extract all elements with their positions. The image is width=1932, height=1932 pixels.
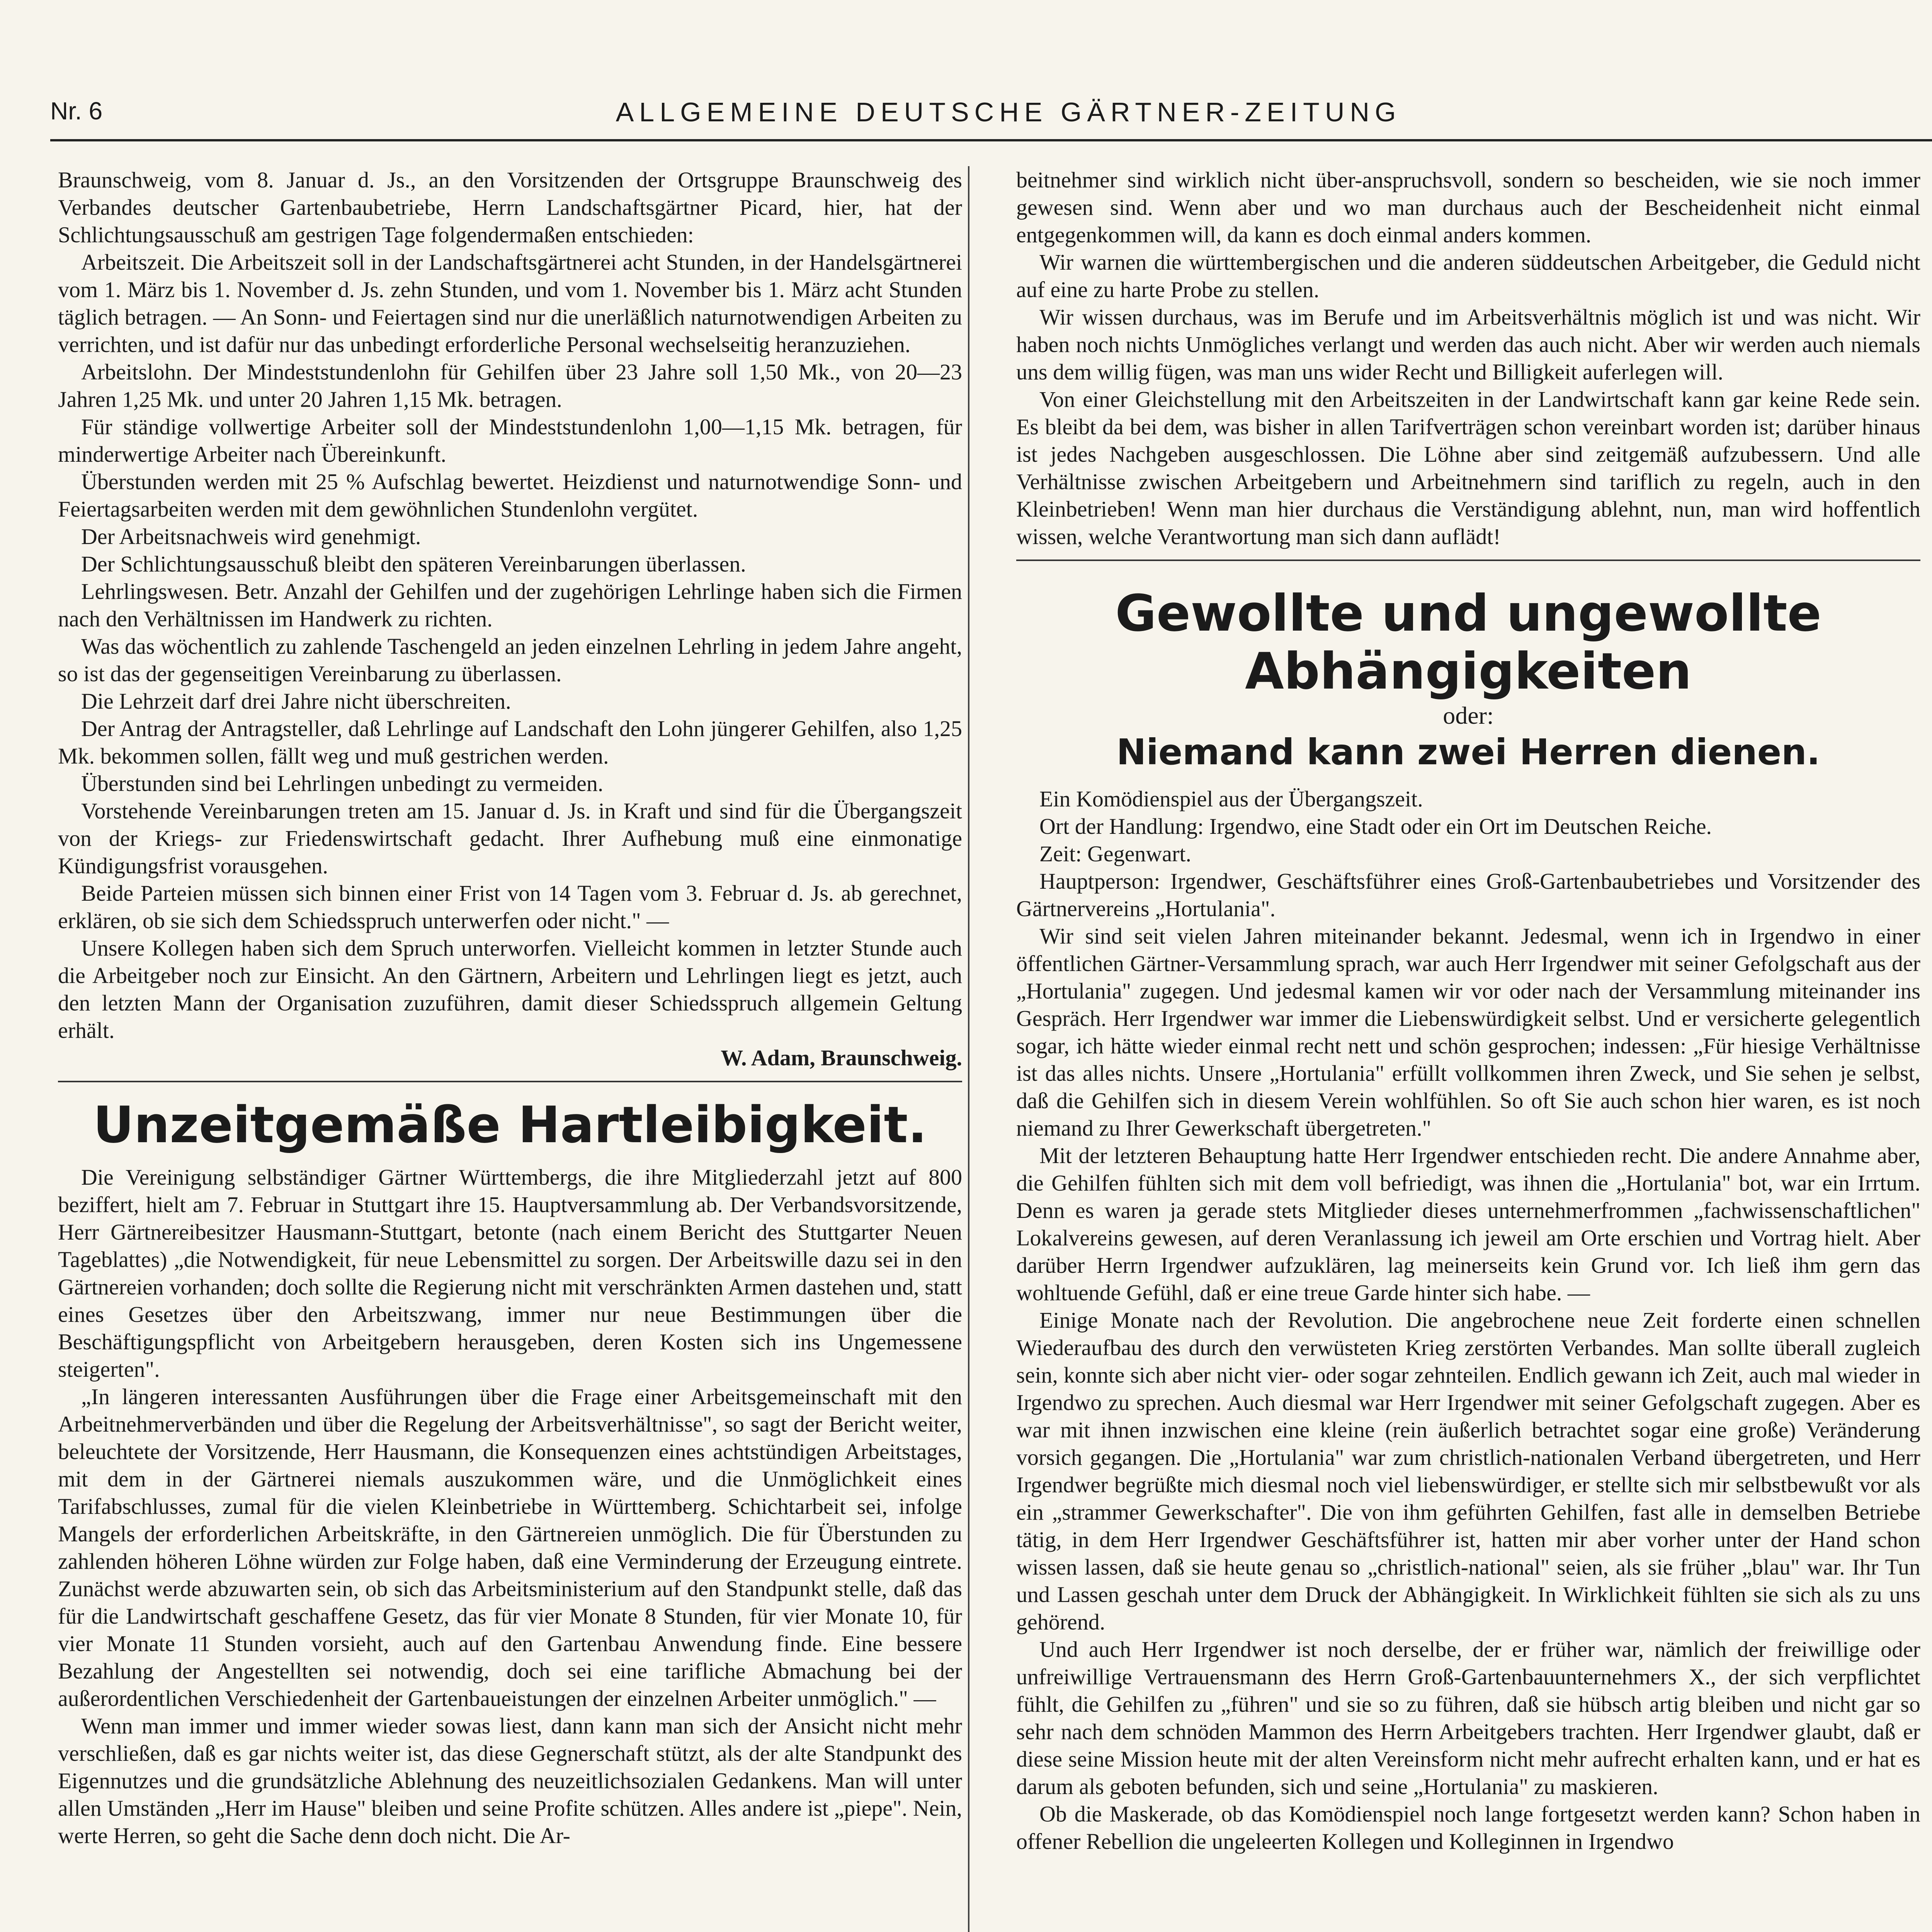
issue-number: Nr. 6 (50, 97, 103, 125)
left-column (58, 166, 962, 1932)
paragraph: Der Antrag der Antragsteller, daß Lehrlinge auf Landschaft den Lohn jüngerer Gehilfen, also 1,25 Mk. bekommen sollen, fällt weg und muß gestrichen werden. (58, 716, 962, 769)
article-heading-line: Abhängigkeiten (1245, 642, 1692, 701)
intro-line: Ort der Handlung: Irgendwo, eine Stadt oder ein Ort im Deutschen Reiche. (1039, 814, 1712, 839)
article-heading-line: Gewollte und ungewollte (1115, 584, 1821, 643)
paragraph: Für ständige vollwertige Arbeiter soll der Mindeststundenlohn 1,00—1,15 Mk. betragen, für minderwertige Arbeiter nach Übereinkunft. (58, 414, 962, 467)
paragraph: Beide Parteien müssen sich binnen einer Frist von 14 Tagen vom 3. Februar d. Js. ab gerechnet, erklären, ob sie sich dem Schiedsspruch unterwerfen oder nicht." — (58, 881, 962, 933)
paragraph: Der Arbeitsnachweis wird genehmigt. (81, 524, 421, 549)
paragraph: Wir warnen die württembergischen und die anderen süddeutschen Arbeitgeber, die Geduld nicht auf eine zu harte Probe zu stellen. (1016, 250, 1920, 302)
paragraph: Arbeitszeit. Die Arbeitszeit soll in der Landschaftsgärtnerei acht Stunden, in der Handelsgärtnerei vom 1. März bis 1. November d. Js. zehn Stunden, und vom 1. November bis 1. März acht Stunden täglich betragen. — An Sonn- und Feiertagen sind nur die unerläßlich naturnotwendigen Arbeiten zu verrichten, und ist dafür nur das unbedingt erforderliche Personal wechselseitig heranzuziehen. (58, 250, 962, 357)
paragraph: Und auch Herr Irgendwer ist noch derselbe, der er früher war, nämlich der freiwillige oder unfreiwillige Vertrauensmann des Herrn Groß-Gartenbauunternehmers X., der sich verpflichtet fühlt, die Gehilfen zu „führen" und sie so zu führen, daß sie hübsch artig bleiben und nicht gar so sehr nach dem schnöden Mammon des Herrn Arbeitgebers trachten. Herr Irgendwer glaubt, daß er diese seine Mission heute mit der alten Vereinsform nicht mehr aufrecht erhalten kann, und er hat es darum als geboten befunden, sich und seine „Hortulania" zu maskieren. (1016, 1637, 1920, 1799)
paragraph: Vorstehende Vereinbarungen treten am 15. Januar d. Js. in Kraft und sind für die Übergangszeit von der Kriegs- zur Friedenswirtschaft gedacht. Ihrer Aufhebung muß eine einmonatige Kündigungsfrist vorausgehen. (58, 798, 962, 878)
intro-line: Ein Komödienspiel aus der Übergangszeit. (1039, 786, 1423, 811)
paragraph: Lehrlingswesen. Betr. Anzahl der Gehilfen und der zugehörigen Lehrlinge haben sich die Firmen nach den Verhältnissen im Handwerk zu richten. (58, 579, 962, 631)
paragraph: Braunschweig, vom 8. Januar d. Js., an den Vorsitzenden der Ortsgruppe Braunschweig des Verbandes deutscher Gartenbaubetriebe, Herrn Landschaftsgärtner Picard, hier, hat der Schlichtungsausschuß am gestrigen Tage folgendermaßen entschieden: (58, 167, 962, 247)
paragraph: „In längeren interessanten Ausführungen über die Frage einer Arbeitsgemeinschaft mit den Arbeitnehmerverbänden und über die Regelung der Arbeitsverhältnisse", so sagt der Bericht weiter, beleuchtete der Vorsitzende, Herr Hausmann, die Konsequenzen eines achtstündigen Arbeitstages, mit dem in der Gärtnerei niemals auszukommen wäre, und die Unmöglichkeit eines Tarifabschlusses, zumal für die vielen Kleinbetriebe in Württemberg. Schichtarbeit sei, infolge Mangels der erforderlichen Arbeitskräfte, in den Gärtnereien unmöglich. Die für Überstunden zu zahlenden höheren Löhne würden zur Folge haben, daß eine Verminderung der Erzeugung eintrete. Zunächst werde abzuwarten sein, ob sich das Arbeitsministerium auf den Standpunkt stelle, daß das für die Landwirtschaft geschaffene Gesetz, das für vier Monate 8 Stunden, für vier Monate 10, für vier Monate 11 Stunden vorsieht, auch auf den Gartenbau Anwendung finde. Eine bessere Bezahlung der Angestellten sei notwendig, doch sei eine tarifliche Abmachung bei der außerordentlichen Verschiedenheit der Gartenbaueistungen der einzelnen Arbeiter unmöglich." — (58, 1384, 962, 1711)
intro-line: Zeit: Gegenwart. (1039, 841, 1191, 866)
signature: W. Adam, Braunschweig. (721, 1045, 962, 1070)
paragraph: Wir wissen durchaus, was im Berufe und im Arbeitsverhältnis möglich ist und was nicht. Wir haben noch nichts Unmögliches verlangt und werden das auch nicht. Aber wir werden auch niemals uns dem willig fügen, was man uns wider Recht und Billigkeit auferlegen will. (1016, 304, 1920, 384)
article-heading-block (1016, 584, 1920, 774)
heading-or: oder: (1443, 702, 1494, 729)
page-header (50, 97, 1932, 141)
paragraph: Arbeitslohn. Der Mindeststundenlohn für Gehilfen über 23 Jahre soll 1,50 Mk., von 20—23 Jahren 1,25 Mk. und unter 20 Jahren 1,15 Mk. betragen. (58, 359, 962, 412)
paragraph: Die Lehrzeit darf drei Jahre nicht überschreiten. (81, 689, 511, 714)
paragraph: Ob die Maskerade, ob das Komödienspiel noch lange fortgesetzt werden kann? Schon haben in offener Rebellion die ungeleerten Kollegen und Kolleginnen in Irgendwo (1016, 1801, 1920, 1854)
intro-line: Hauptperson: Irgendwer, Geschäftsführer eines Groß-Gartenbaubetriebes und Vorsitzender des Gärtnervereins „Hortulania". (1016, 869, 1920, 921)
paragraph: Mit der letzteren Behauptung hatte Herr Irgendwer entschieden recht. Die andere Annahme aber, die Gehilfen fühlten sich mit dem voll befriedigt, was ihnen die „Hortulania" bot, war ein Irrtum. Denn es waren ja gerade stets Mitglieder dieses unternehmerfrommen „fachwissenschaftlichen" Lokalvereins gewesen, auf deren Veranlassung ich jeweil am Orte erschien und Vortrag hielt. Aber darüber Herrn Irgendwer aufzuklären, lag meinerseits kein Grund vor. Ich ließ ihm gern das wohltuende Gefühl, daß er eine treue Garde hinter sich habe. — (1016, 1143, 1920, 1305)
paragraph: Einige Monate nach der Revolution. Die angebrochene neue Zeit forderte einen schnellen Wiederaufbau des durch den verwüsteten Krieg zerstörten Verbandes. Man sollte überall zugleich sein, konnte sich aber nicht vier- oder sogar zehnteilen. Endlich gewann ich Zeit, auch mal wieder in Irgendwo zu sprechen. Auch diesmal war Herr Irgendwer mit seiner Gefolgschaft zugegen. Aber es war mit ihnen inzwischen eine kleine (rein äußerlich betrachtet sogar eine große) Veränderung vorsich gegangen. Die „Hortulania" war zum christlich-nationalen Verband übergetreten, und Herr Irgendwer begrüßte mich diesmal noch viel liebenswürdiger, er stellte sich mir selbstbewußt vor als ein „strammer Gewerkschafter". Die von ihm geführten Gehilfen, fast alle in demselben Betriebe tätig, in dem Herr Irgendwer Geschäftsführer ist, hatten mir aber vorher unter der Hand schon wissen lassen, daß sie heute genau so „christlich-national" seien, als sie früher „blau" war. Ihr Tun und Lassen geschah unter dem Druck der Abhängigkeit. In Wirklichkeit fühlten sie sich als zu uns gehörend. (1016, 1308, 1920, 1634)
paragraph: Der Schlichtungsausschuß bleibt den späteren Vereinbarungen überlassen. (81, 551, 746, 577)
article-subheading: Niemand kann zwei Herren dienen. (1116, 731, 1820, 773)
paragraph: Was das wöchentlich zu zahlende Taschengeld an jeden einzelnen Lehrling in jedem Jahre angeht, so ist das der gegenseitigen Vereinbarung zu überlassen. (58, 634, 962, 686)
paragraph: Von einer Gleichstellung mit den Arbeitszeiten in der Landwirtschaft kann gar keine Rede sein. Es bleibt da bei dem, was bisher in allen Tarifverträgen schon vereinbart worden ist; darüber hinaus ist jedes Nachgeben ausgeschlossen. Die Löhne aber sind zeitgemäß aufzubessern. Und alle Verhältnisse zwischen Arbeitgebern und Arbeitnehmern sind tariflich zu regeln, auch in den Kleinbetrieben! Wenn man hier durchaus die Verständigung ablehnt, nun, man wird hoffentlich wissen, welche Verantwortung man sich dann auflädt! (1016, 387, 1920, 549)
section-divider (58, 1081, 962, 1082)
article-heading: Unzeitgemäße Hartleibigkeit. (93, 1095, 927, 1154)
publication-title: ALLGEMEINE DEUTSCHE GÄRTNER-ZEITUNG (616, 97, 1401, 127)
right-column (1016, 166, 1920, 1932)
paragraph: Wenn man immer und immer wieder sowas liest, dann kann man sich der Ansicht nicht mehr verschließen, daß es gar nichts weiter ist, das diese Gegnerschaft stützt, als der alte Standpunkt des Eigennutzes und die grundsätzliche Ablehnung des neuzeitlichsozialen Gedankens. Man will unter allen Umständen „Herr im Hause" bleiben und seine Profite schützen. Alles andere ist „piepe". Nein, werte Herren, so geht die Sache denn doch nicht. Die Ar- (58, 1713, 962, 1848)
paragraph: Unsere Kollegen haben sich dem Spruch unterworfen. Vielleicht kommen in letzter Stunde auch die Arbeitgeber noch zur Einsicht. An den Gärtnern, Arbeitern und Lehrlingen liegt es jetzt, auch den letzten Mann der Organisation zuzuführen, damit dieser Schiedsspruch allgemein Geltung erhält. (58, 935, 962, 1043)
column-divider (968, 166, 969, 1932)
section-divider (1016, 560, 1920, 561)
paragraph: Überstunden sind bei Lehrlingen unbedingt zu vermeiden. (81, 771, 604, 796)
paragraph: Wir sind seit vielen Jahren miteinander bekannt. Jedesmal, wenn ich in Irgendwo in einer öffentlichen Gärtner-Versammlung sprach, war auch Herr Irgendwer mit seiner Gefolgschaft aus der „Hortulania" zugegen. Und jedesmal kamen wir vor oder nach der Versammlung miteinander ins Gespräch. Herr Irgendwer war immer die Liebenswürdigkeit selbst. Und er versicherte gelegentlich sogar, ich hätte wieder einmal recht nett und schön gesprochen; indessen: „Für hiesige Verhältnisse ist das alles nichts. Unsere „Hortulania" erfüllt vollkommen ihren Zweck, und Sie sehen je selbst, daß die Gehilfen sich in diesem Verein wohlfühlen. So oft Sie auch schon hier waren, es ist noch niemand zu Ihrer Gewerkschaft übergetreten." (1016, 923, 1920, 1141)
paragraph: beitnehmer sind wirklich nicht über-anspruchsvoll, sondern so bescheiden, wie sie noch immer gewesen sind. Wenn aber und wo man durchaus auch der Bescheidenheit nicht einmal entgegenkommen will, da kann es doch einmal anders kommen. (1016, 167, 1920, 247)
paragraph: Die Vereinigung selbständiger Gärtner Württembergs, die ihre Mitgliederzahl jetzt auf 800 beziffert, hielt am 7. Februar in Stuttgart ihre 15. Hauptversammlung ab. Der Verbandsvorsitzende, Herr Gärtnereibesitzer Hausmann-Stuttgart, betonte (nach einem Bericht des Stuttgarter Neuen Tageblattes) „die Notwendigkeit, für neue Lebensmittel zu sorgen. Der Arbeitswille dazu sei in den Gärtnereien vorhanden; doch sollte die Regierung nicht mit verschränkten Armen dastehen und, statt eines Gesetzes über den Arbeitszwang, immer nur neue Bestimmungen über die Beschäftigungspflicht von Arbeitgebern herausgeben, deren Kosten sich ins Ungemessene steigerten". (58, 1165, 962, 1382)
paragraph: Überstunden werden mit 25 % Aufschlag bewertet. Heizdienst und naturnotwendige Sonn- und Feiertagsarbeiten werden mit dem gewöhnlichen Stundenlohn vergütet. (58, 469, 962, 522)
